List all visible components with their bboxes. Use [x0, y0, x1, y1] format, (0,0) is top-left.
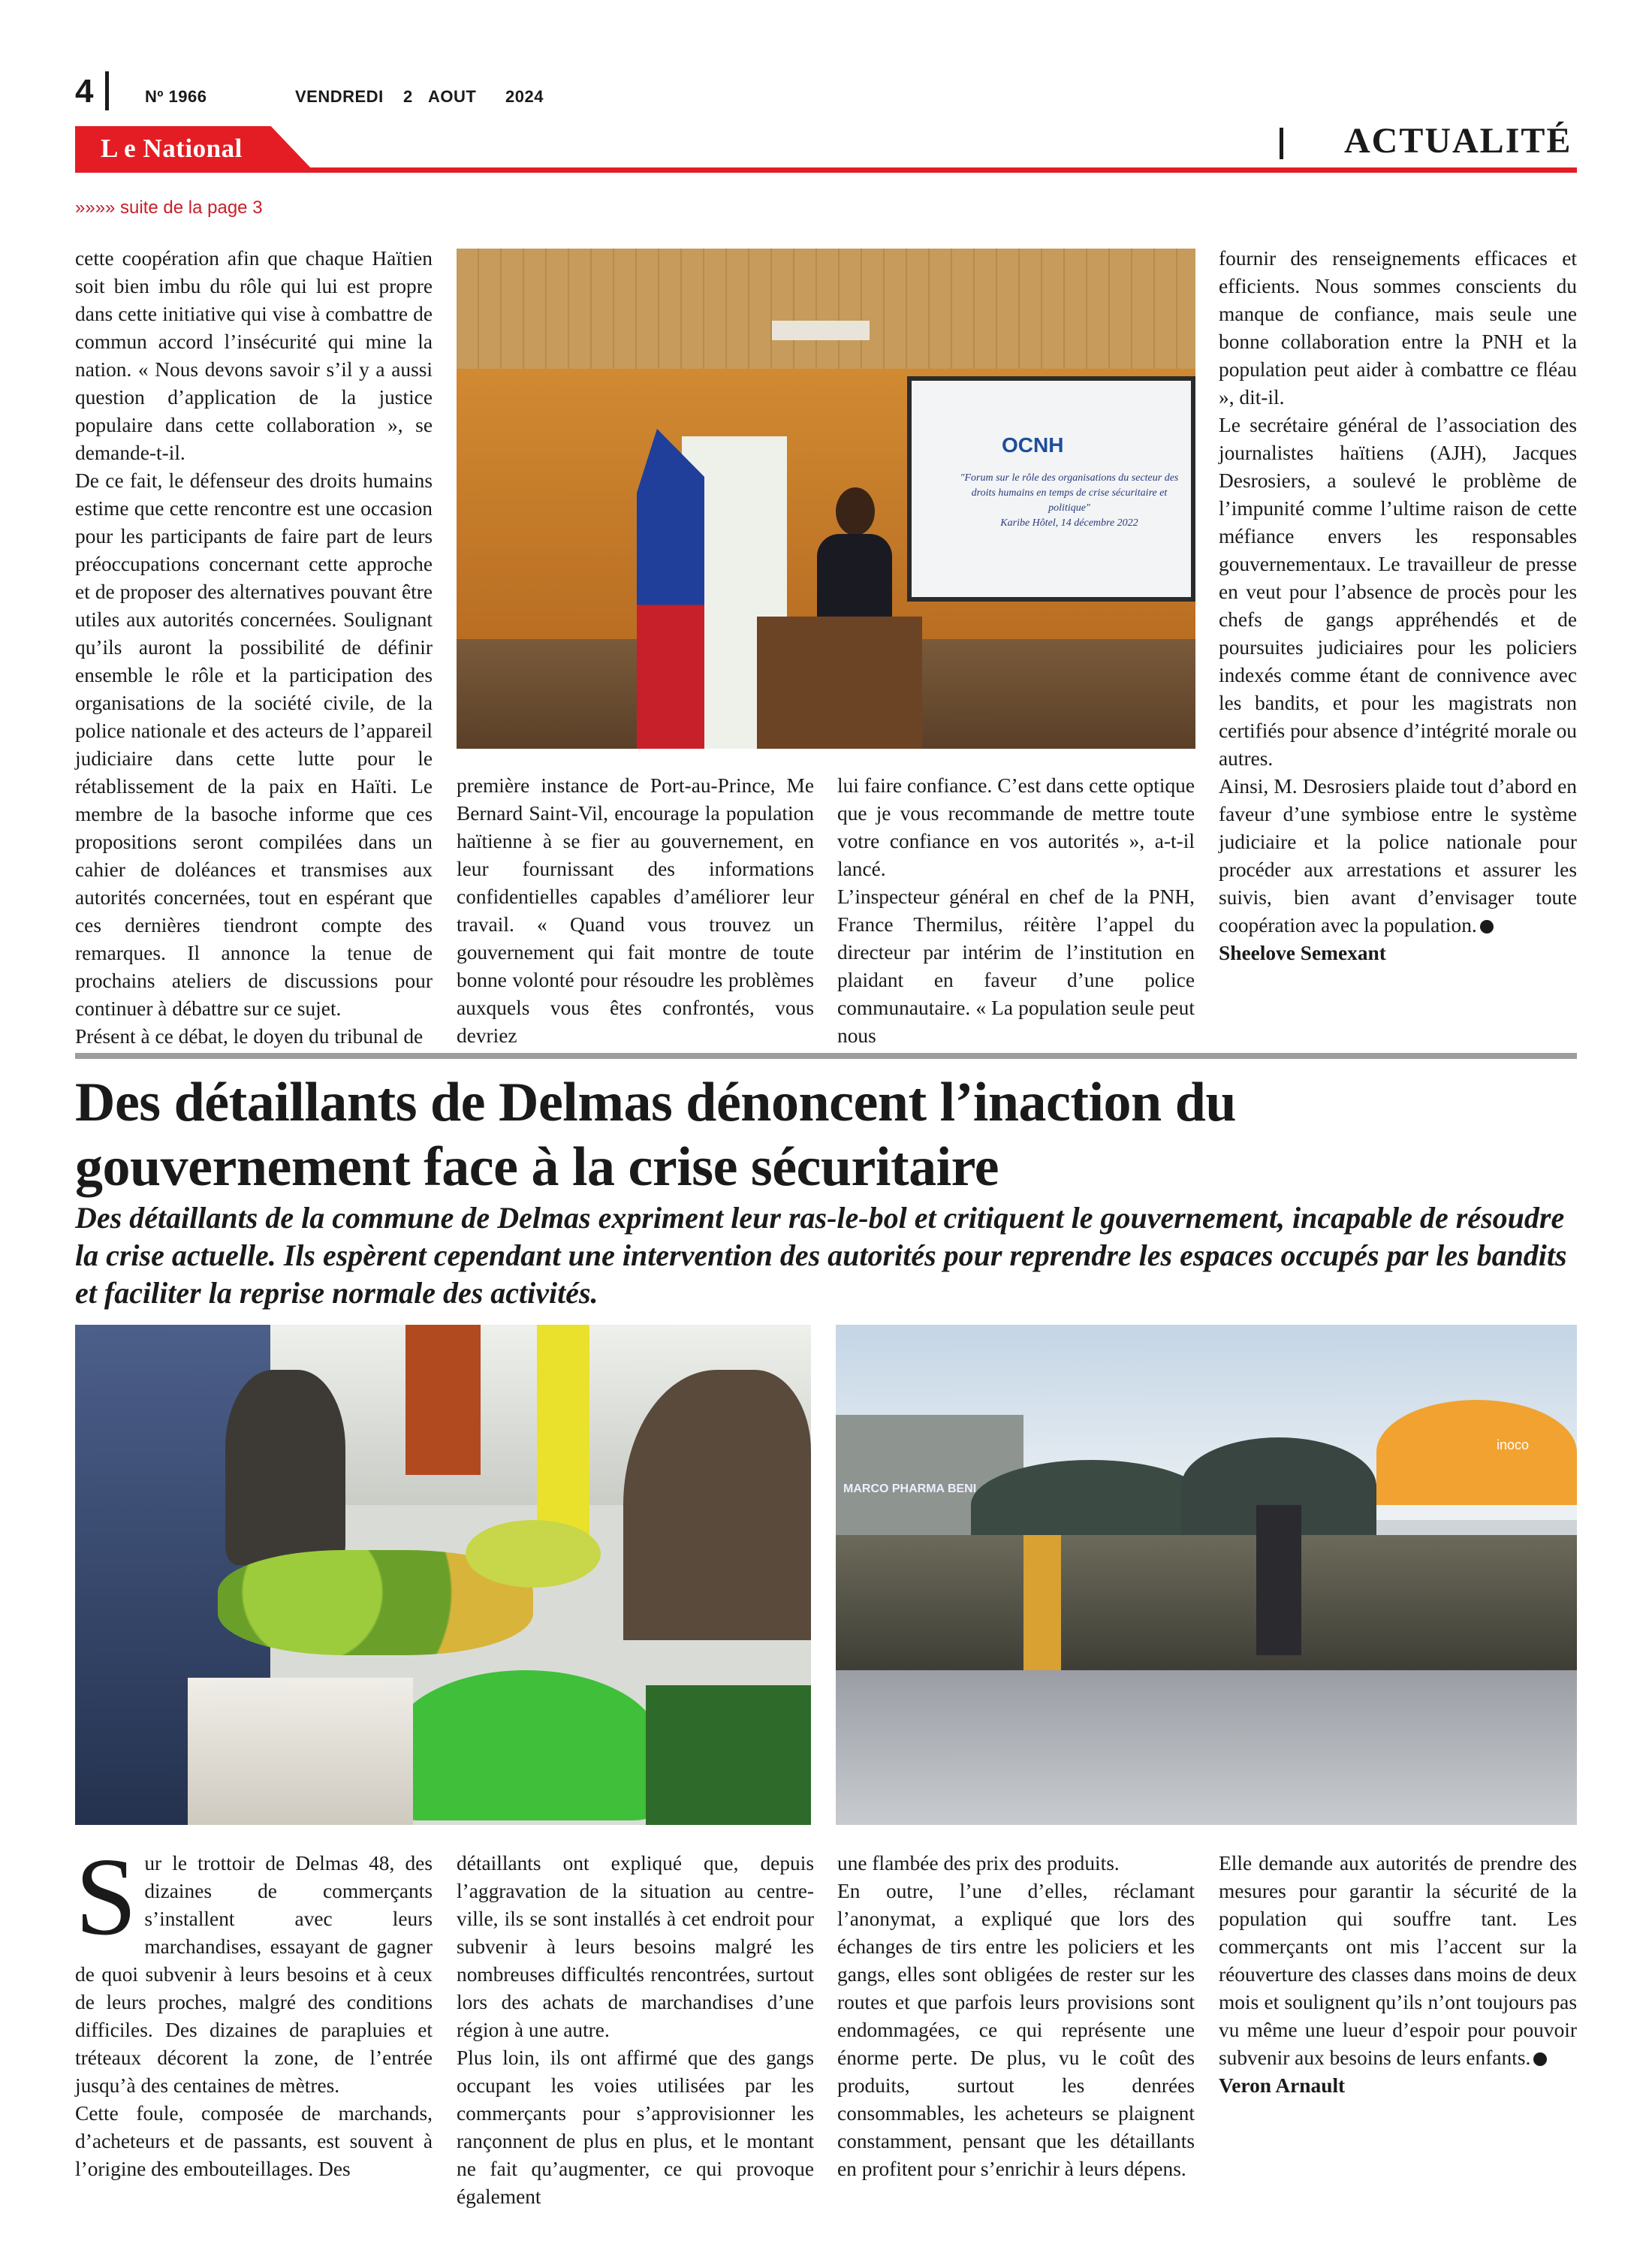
article1-last-text: Ainsi, M. Desrosiers plaide tout d’abord en faveur d’une symbiose entre le système judiciaire et la police nationale pour procéder aux arrestations et assurer les suivis, bien avant d’envisager toute coopération avec la population. [1219, 775, 1577, 936]
end-of-article-icon [1480, 920, 1494, 933]
market-stalls [836, 1535, 1577, 1670]
bananas [466, 1520, 601, 1588]
projection-screen [907, 376, 1195, 602]
article1-paragraph: Le secrétaire général de l’association des journalistes haïtiens (AJH), Jacques Desrosiers, a soulevé le problème de l’impunité comme l’ultime raison de cette méfiance envers les responsables gouvernementaux. Le travailleur de presse en veut pour l’absence de procès pour les chefs de gangs appréhendés et de poursuites judiciaires pour les policiers indexés comme étant de connivence avec les bandits, et pour les magistrats non certifiés pour absence d’intégrité morale ou autres. [1219, 414, 1577, 770]
article1-paragraph [1219, 773, 1577, 940]
podium [757, 617, 922, 749]
green-basket [390, 1670, 661, 1820]
end-of-article-icon [1533, 2052, 1547, 2066]
article1-column-1 [75, 245, 433, 1048]
article2-paragraph: une flambée des prix des produits. [837, 1852, 1120, 1874]
article1-paragraph: Présent à ce débat, le doyen du tribunal de [75, 1025, 424, 1048]
article2-column-4 [1219, 1850, 1577, 2180]
issue-day: VENDREDI [295, 87, 384, 106]
article2-deck: Des détaillants de la commune de Delmas expriment leur ras-le-bol et critiquent le gouvernement, incapable de résoudre la crise actuelle. Ils espèrent cependant une intervention des autorités pour reprendre les espaces occupés par les bandits et faciliter la reprise normale des activités. [75, 1201, 1567, 1310]
vendor-yellow-pants [537, 1325, 589, 1535]
article1-paragraph: cette coopération afin que chaque Haïtien soit bien imbu du rôle qui lui est propre dans cette initiative qui vise à combattre de commun accord l’insécurité qui mine la nation. « Nous devons savoir s’il y a aussi question d’application de la justice populaire dans cette collaboration », se demande-t-il. [75, 247, 433, 464]
issue-date-month: AOUT [428, 87, 477, 106]
article2-paragraph: En outre, l’une d’elles, réclamant l’anonymat, a expliqué que lors des échanges de tirs entre les policiers et les gangs, elles sont obligées de rester sur les routes et que parfois leurs provisions sont endommagées, ce qui représente une énorme perte. De plus, vu le coût des produits, surtout les denrées consommables, les acheteurs se plaignent constamment, pensant que les détaillants en profitent pour s’enrichir à leurs dépens. [837, 1880, 1195, 2180]
street-road [836, 1670, 1577, 1825]
speaker-head [836, 487, 875, 535]
newspaper-logo: L e National [101, 134, 243, 163]
produce-bags [188, 1678, 413, 1825]
screen-title: "Forum sur le rôle des organisations du secteur des droits humains en temps de crise sécuritaire et politique" [960, 472, 1179, 514]
article2-paragraph [1219, 1850, 1577, 2072]
article1-column-3 [837, 772, 1195, 1047]
page-number: 4 [75, 73, 94, 110]
article2-author: Veron Arnault [1219, 2074, 1346, 2097]
header-divider [105, 71, 109, 110]
conference-photo [457, 249, 1195, 749]
article1-author: Sheelove Semexant [1219, 942, 1386, 964]
section-divider [1280, 128, 1283, 159]
screen-text [957, 471, 1182, 531]
article2-paragraph [75, 1835, 433, 2100]
article1-column-4 [1219, 245, 1577, 1039]
issue-date-day: 2 [403, 87, 413, 106]
crouching-vendor [225, 1370, 345, 1565]
article2-headline: Des détaillants de Delmas dénoncent l’inaction du gouvernement face à la crise sécuritaire [75, 1072, 1237, 1198]
pedestrian [1023, 1535, 1061, 1670]
article2-paragraph: détaillants ont expliqué que, depuis l’aggravation de la situation au centre-ville, ils se sont installés à cet endroit pour subvenir à leurs besoins malgré les nombreuses difficultés rencontrées, surtout lors des achats de marchandises d’une région à une autre. [457, 1852, 814, 2041]
market-photo-produce [75, 1325, 811, 1825]
orange-umbrella [1376, 1400, 1577, 1505]
article1-paragraph: lui faire confiance. C’est dans cette optique que je vous recommande de mettre toute votre confiance en vos autorités », a-t-il lancé. [837, 774, 1195, 880]
article1-paragraph: De ce fait, le défenseur des droits humains estime que cette rencontre est une occasion pour les participants de faire part de leurs préoccupations concernant cette approche et de proposer des alternatives pouvant être utiles aux autorités concernées. Soulignant qu’ils auront la possibilité de définir ensemble le rôle et la participation des organisations de la société civile, de la police nationale et des acteurs de l’appareil judiciaire dans cette lutte pour le rétablissement de la paix en Haïti. Le membre de la basoche informe que ces propositions seront compilées dans un cahier de doléances et transmises aux autorités concernées, tout en espérant que ces dernières tiendront compte des remarques. Il annonce la tenue de prochains ateliers de discussions pour continuer à débattre sur ce sujet. [75, 469, 433, 1020]
pharmacy-sign: MARCO PHARMA BENI [843, 1482, 977, 1495]
article2-paragraph: Cette foule, composée de marchands, d’acheteurs et de passants, est souvent à l’origine des embouteillages. Des [75, 2102, 433, 2180]
article1-column-2 [457, 772, 814, 1047]
issue-number: Nº 1966 [145, 87, 207, 106]
photo-ceiling [457, 249, 1195, 369]
article1-paragraph: L’inspecteur général en chef de la PNH, France Thermilus, réitère l’appel du directeur par intérim de l’institution en plaidant en faveur d’une police communautaire. « La population seule peut nous [837, 885, 1195, 1047]
article2-last-text: Elle demande aux autorités de prendre des mesures pour garantir la sécurité de la population qui souffre tant. Les commerçants ont mis l’accent sur la réouverture des classes dans moins de deux mois et soulignent qu’ils n’ont toujours pas vu même une lueur d’espoir pour pouvoir subvenir aux besoins de leurs enfants. [1219, 1852, 1577, 2069]
vendor-patterned-dress [405, 1325, 481, 1475]
header-red-rule [75, 167, 1577, 173]
screen-caption: Karibe Hôtel, 14 décembre 2022 [1000, 517, 1138, 529]
tomatoes-greens [646, 1685, 811, 1825]
article1-paragraph: fournir des renseignements efficaces et efficients. Nous sommes conscients du manque de confiance, mais seule une bonne collaboration entre la PNH et la population peut aider à combattre ce fléau », dit-il. [1219, 247, 1577, 409]
section-label: ACTUALITÉ [1344, 121, 1572, 161]
issue-date-year: 2024 [505, 87, 544, 106]
article2-column-1 [75, 1835, 433, 2180]
article2-column-3 [837, 1850, 1195, 2180]
article2-column-2 [457, 1850, 814, 2208]
drop-cap: S [75, 1835, 137, 1959]
article1-paragraph: première instance de Port-au-Prince, Me Bernard Saint-Vil, encourage la population haïtienne à se fier au gouvernement, en leur fournissant des informations confidentielles capables d’améliorer leur travail. « Quand vous trouvez un gouvernement qui fait montre de toute bonne volonté pour résoudre les problèmes auxquels vous êtes confrontés, vous devriez [457, 774, 814, 1047]
haitian-flag [637, 429, 704, 749]
market-photo-street [836, 1325, 1577, 1825]
pedestrian [1256, 1505, 1301, 1655]
article2-paragraph: Plus loin, ils ont affirmé que des gangs occupant les voies utilisées par les commerçants pour s’approvisionner les rançonnent de plus en plus, et le montant ne fait qu’augmenter, ce qui provoque également [457, 2046, 814, 2208]
article-divider [75, 1053, 1577, 1059]
article2-first-text: ur le trottoir de Delmas 48, des dizaines de commerçants s’installent avec leurs marchandises, essayant de gagner de quoi subvenir à leurs besoins et à ceux de leurs proches, malgré des conditions difficiles. Des dizaines de parapluies et tréteaux décorent la zone, de l’entrée jusqu’à des centaines de mètres. [75, 1852, 433, 2097]
vendor-leaning [623, 1370, 811, 1640]
screen-logo: OCNH [1002, 433, 1064, 457]
umbrella-brand: inoco [1497, 1437, 1530, 1452]
continued-from-link[interactable]: »»»» suite de la page 3 [75, 198, 263, 218]
photo-ceiling-lamp [772, 321, 870, 340]
